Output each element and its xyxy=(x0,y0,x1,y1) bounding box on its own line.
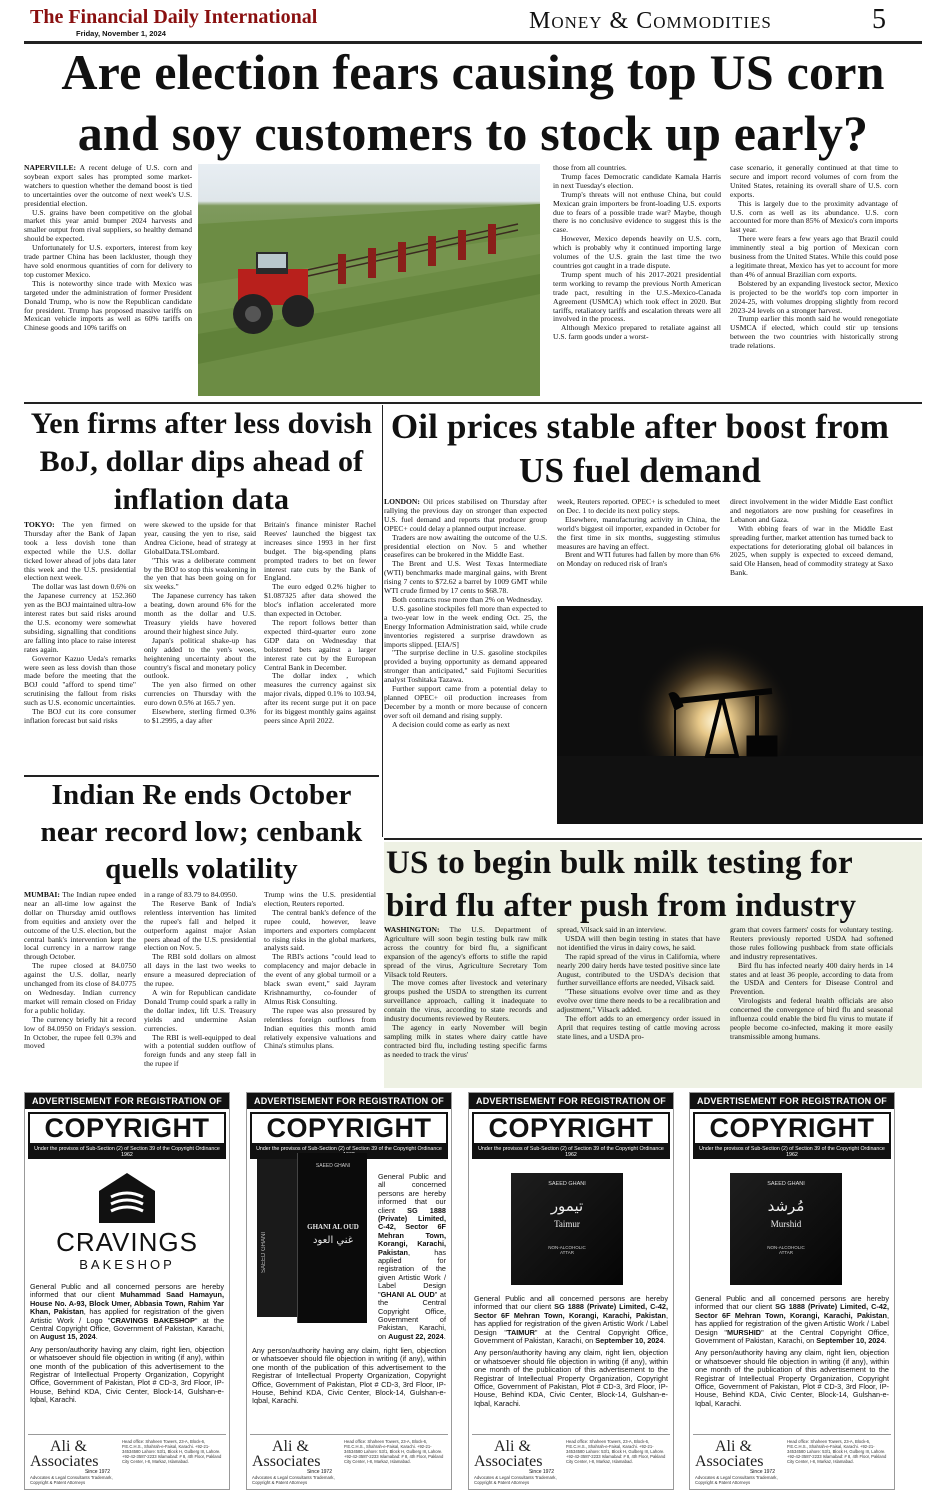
paragraph: However, Mexico depends heavily on U.S. corn, which is probably why it continued importing large volumes of the U.S. grain the last time the two countries got caught in a trade dispute. xyxy=(553,234,721,270)
paragraph: The agency in early November will begin sampling milk in states where dairy cattle have contracted bird flu, including testing specific farms as needed to track the virus' xyxy=(384,1022,547,1059)
cravings-logo-name: CRAVINGS xyxy=(56,1227,198,1257)
paragraph: The rapid spread of the virus in California, where nearly 200 dairy herds have tested positive since late August, contributed to the USDA's decision that further surveillance efforts are needed, Vilsack said. xyxy=(557,951,720,988)
lead-rule xyxy=(24,402,922,404)
page-number: 5 xyxy=(872,4,886,35)
ad-subtitle: Under the provisos of Sub-Section (2) of Section 39 of the Copyright Ordinance xyxy=(250,1145,448,1159)
paragraph: Trump earlier this month said he would renegotiate USMCA if elected, which could stir up tensions between the two countries with historically strong trade relations. xyxy=(730,314,898,351)
paragraph: The RBI is well-equipped to deal with a potential sudden outflow of foreign funds and any steep fall in the rupee if xyxy=(144,1032,256,1069)
cravings-logo xyxy=(25,1159,229,1281)
paragraph: The dollar was last down 0.6% on the Japanese currency at 152.360 yen as the BOJ maintained ultra-low interest rates but said risks around the U.S. economy were somewhat subsiding, signalling that conditions are falling into place to raise interest rates again. xyxy=(24,582,136,654)
paragraph: week, Reuters reported. OPEC+ is scheduled to meet on Dec. 1 to decide its next policy steps. xyxy=(557,498,720,515)
paragraph: General Public and all concerned persons are hereby informed that our client SG 1888 (Private) Limited, C-42, Sector 6F Mehran Town, Korangi, Karachi, Pakistan, has applied for registration of the given Artistic Work / Label Design "MURSHID" at the Central Copyright Office, Government of Pakistan, Karachi, on September 10, 2024. xyxy=(695,1294,889,1346)
paragraph: Elsewhere, manufacturing activity in China, the world's biggest oil importer, expanded in October for the first time in six months, suggesting stimulus measures are having an effect. xyxy=(557,514,720,551)
ad-taimur xyxy=(468,1092,674,1490)
firm-name-2: Associates xyxy=(30,1453,99,1470)
oil-col-1 xyxy=(384,498,547,836)
firm-since: Since 1972 xyxy=(749,1469,775,1475)
box-side-brand: SAEED GHANI xyxy=(261,1231,267,1273)
box-name: Murshid xyxy=(770,1219,802,1229)
firm-logo xyxy=(30,1439,120,1485)
cravings-logo-sub: BAKESHOP xyxy=(79,1257,175,1272)
paragraph: The rupee was also pressured by relentless foreign outflows from Indian equities this month amid relatively expensive valuations and China's stimulus plans. xyxy=(264,1005,376,1051)
box-name: Taimur xyxy=(554,1219,580,1229)
firm-footer xyxy=(28,1434,226,1486)
paragraph: Governor Kazuo Ueda's remarks were seen as less dovish than those made before the meeting that the BOJ could "afford to spend time" scrutinising the fallout from risks such as U.S. economic uncertainties. xyxy=(24,653,136,708)
paragraph: The move comes after livestock and veterinary groups pushed the USDA to strengthen its current surveillance approach, calling it inadequate to contain the virus, according to state records and industry documents reviewed by Reuters. xyxy=(384,978,547,1024)
ad-notice xyxy=(690,1293,894,1347)
paragraph: Trump spent much of his 2017-2021 presidential term working to revamp the previous North American trade pact, resulting in the U.S.-Mexico-Canada Agreement (USMCA) which took effect in 2020. But tariffs, retaliatory tariffs and escalation threats were all involved in the process. xyxy=(553,269,721,324)
ad-title: COPYRIGHT xyxy=(28,1112,226,1145)
section-name: Money & Commodities xyxy=(529,8,772,34)
ad-murshid xyxy=(689,1092,895,1490)
rupee-col-1 xyxy=(24,891,136,1086)
ad-objection: Any person/authority having any claim, right lien, objection or whatsoever should file objection in writing (if any), within one month of the publication of this advertisement to the Registrar of Intellectual Property Organization, Copyright Office, Government of Pakistan, Plot # CD-3, 3rd Floor, IP-House, Behind KDA, Civic Center, Block-14, Gulshan-e-Iqbal, Karachi. xyxy=(252,1346,446,1406)
paragraph: LONDON: Oil prices stabilised on Thursday after rallying the previous day on stronger than expected U.S. fuel demand and reports that producer group OPEC+ could delay a planned output increase. xyxy=(384,498,547,533)
paragraph: Further support came from a potential delay to planned OPEC+ oil production increases from December by a month or more because of concern over soft oil demand and rising supply. xyxy=(384,684,547,720)
ad-objection: Any person/authority having any claim, right lien, objection or whatsoever should file objection in writing (if any), within one month of the publication of this advertisement to the Registrar of Intellectual Property Organization, Copyright Office, Government of Pakistan, Plot # CD-3, 3rd Floor, IP-House, Behind KDA, Civic Center, Block-14, Gulshan-e-Iqbal, Karachi. xyxy=(695,1348,889,1408)
murshid-box-image xyxy=(690,1159,894,1293)
ad-notice xyxy=(25,1281,229,1344)
firm-name-1: Ali & xyxy=(715,1438,752,1455)
ad-banner: ADVERTISEMENT FOR REGISTRATION OF xyxy=(469,1093,673,1109)
paragraph: were skewed to the upside for that year, causing the yen to rise, said Andrea Cicione, head of strategy at GlobalData.TSLombard. xyxy=(144,521,256,556)
paragraph: WASHINGTON: The U.S. Department of Agriculture will soon begin testing bulk raw milk across the country for bird flu, a significant expansion of the agency's efforts to stifle the rapid spread of the virus, Agriculture Secretary Tom Vilsack told Reuters. xyxy=(384,926,547,979)
paragraph: A win for Republican candidate Donald Trump could spark a rally in the dollar index, lift U.S. Treasury yields and undermine Asian currencies. xyxy=(144,987,256,1033)
paragraph: "The surprise decline in U.S. gasoline stockpiles provided a buying opportunity as demand appeared stronger than anticipated," said Fujitomi Securities analyst Toshitaka Tazawa. xyxy=(384,648,547,685)
firm-name-2: Associates xyxy=(252,1453,321,1470)
box-arabic: مُرشد xyxy=(767,1197,805,1215)
paragraph: A decision could come as early as next xyxy=(392,719,510,729)
taimur-box-image xyxy=(469,1159,673,1293)
ad-subtitle: Under the provisos of Sub-Section (2) of Section 39 of the Copyright Ordinance 1962 xyxy=(693,1145,891,1159)
paragraph: The report follows better than expected third-quarter euro zone GDP data on Wednesday that bolstered bets against a larger interest rate cut by the European Central Bank in December. xyxy=(264,617,376,672)
firm-name-2: Associates xyxy=(695,1453,764,1470)
lead-col-4 xyxy=(730,164,898,396)
paragraph: gram that covers farmers' costs for voluntary testing. Reuters previously reported USDA had softened those rules following pushback from state officials and industry representatives. xyxy=(730,926,893,961)
ghani-box-image xyxy=(257,1153,367,1323)
ad-cravings xyxy=(24,1092,230,1490)
rupee-col-2 xyxy=(144,891,256,1086)
ad-notice xyxy=(373,1159,451,1345)
firm-since: Since 1972 xyxy=(528,1469,554,1475)
ad-title: COPYRIGHT xyxy=(250,1112,448,1145)
yen-headline: Yen firms after less dovish BoJ, dollar dips ahead of inflation data xyxy=(30,407,373,516)
box-brand: SAEED GHANI xyxy=(548,1181,586,1187)
ad-objection: Any person/authority having any claim, right lien, objection or whatsoever should file objection in writing (if any), within one month of the publication of this advertisement to the Registrar of Intellectual Property Organization, Copyright Office, Government of Pakistan, Plot # CD-3, 3rd Floor, IP-House, Behind KDA, Civic Center, Block-14, Gulshan-e-Iqbal, Karachi. xyxy=(30,1344,224,1405)
lead-col-1 xyxy=(24,164,192,396)
firm-offices: Head office: Shaheen Towers, 23-A, Block-6, P.E.C.H.S., Shahrah-e-Faisal, Karachi. +92-21-34534580 Lahore: 53/1, Block H, Gulberg III, Lahore. +92-42-3587-2233 Islamabad: # 8, 4th Floor, Pakland City Center, I-8, Markaz, Islamabad. xyxy=(122,1439,222,1464)
paragraph: Bird flu has infected nearly 400 dairy herds in 14 states and at least 36 people, according to data from the USDA and Centers for Disease Control and Prevention. xyxy=(730,960,893,997)
ad-objection: Any person/authority having any claim, right lien, objection or whatsoever should file objection in writing (if any), within one month of the publication of this advertisement to the Registrar of Intellectual Property Organization, Copyright Office, Government of Pakistan, Plot # CD-3, 3rd Floor, IP-House, Behind KDA, Civic Center, Block-14, Gulshan-e-Iqbal, Karachi. xyxy=(474,1348,668,1408)
firm-tag: Advocates & Legal Consultants Trademark, Copyright & Patent Attorneys xyxy=(695,1475,778,1485)
house-icon xyxy=(97,1171,157,1225)
firm-logo xyxy=(474,1439,564,1485)
paragraph: Virologists and federal health officials are also concerned the convergence of bird flu and seasonal influenza could enable the bird flu virus to mutate if people become co-infected, making it more easily transmissible among humans. xyxy=(730,996,893,1041)
oil-col-3 xyxy=(730,498,893,602)
yen-col-3 xyxy=(264,521,376,771)
paragraph: Britain's finance minister Rachel Reeves' launched the biggest tax increases since 1993 in her first budget. The big-spending plans prompted traders to bet on fewer interest rate cuts by the Bank of England. xyxy=(264,521,376,583)
firm-since: Since 1972 xyxy=(306,1469,332,1475)
rupee-headline: Indian Re ends October near record low; cenbank quells volatility xyxy=(40,779,363,885)
paragraph: The rupee closed at 84.0750 against the U.S. dollar, nearly unchanged from its close of 84.0775 on Wednesday. Indian currency market will remain closed on Friday for a public holiday. xyxy=(24,961,136,1015)
paragraph: The yen also firmed on other currencies on Thursday with the euro down 0.5% at 165.7 yen. xyxy=(144,680,256,708)
paragraph: Traders are now awaiting the outcome of the U.S. presidential election on Nov. 5 and whether ceasefires can be brokered in the Middle East. xyxy=(384,532,547,560)
paragraph: U.S. gasoline stockpiles fell more than expected to a two-year low in the week ending Oct. 25, the Energy Information Administration said, while crude inventories registered a surprise drawdown as imports slipped. [EIA/S] xyxy=(384,603,547,649)
paragraph: This is largely due to the proximity advantage of U.S. corn as well as its abundance. U.S. corn accounted for more than 85% of Mexico's corn imports last year. xyxy=(730,198,898,235)
paragraph: The dollar index , which measures the currency against six major rivals, dipped 0.1% to 103.94, after its recent surge put it on pace for its biggest monthly gains against peers since April 2022. xyxy=(264,671,376,725)
oil-photo-pumpjack xyxy=(557,606,923,824)
firm-logo xyxy=(252,1439,342,1485)
ad-ghani-al-oud xyxy=(246,1092,452,1490)
paragraph: case scenario, it generally continued at that time to secure and import record volumes of corn from the United States, retaining its overall share of U.S. corn exports. xyxy=(730,164,898,199)
paragraph: in a range of 83.79 to 84.0950. xyxy=(144,891,238,899)
paragraph: "This was a deliberate comment by the BOJ to stop this weakening in the yen that has been going on for six weeks." xyxy=(144,555,256,592)
firm-offices: Head office: Shaheen Towers, 23-A, Block-6, P.E.C.H.S., Shahrah-e-Faisal, Karachi. +92-21-34534580 Lahore: 53/1, Block H, Gulberg III, Lahore. +92-42-3587-2233 Islamabad: # 8, 4th Floor, Pakland City Center, I-8, Markaz, Islamabad. xyxy=(787,1439,887,1464)
firm-footer xyxy=(472,1434,670,1486)
paragraph: Trump's threats will not enthuse China, but could Mexican grain importers be front-loading U.S. exports due to fears of a possible trade war? Maybe, though there is no conclusive evidence to suggest this is the case. xyxy=(553,189,721,235)
paragraph: The euro edged 0.2% higher to $1.087325 after data showed the bloc's inflation accelerated more than expected in October. xyxy=(264,582,376,619)
yen-col-1 xyxy=(24,521,136,771)
paragraph: TOKYO: The yen firmed on Thursday after the Bank of Japan took a less dovish tone than expected while the U.S. dollar ticked lower ahead of jobs data later this week and the U.S. presidential election next week. xyxy=(24,521,136,583)
paragraph: The RBI sold dollars on almost all days in the last two weeks to ensure a measured depreciation of the rupee. xyxy=(144,952,256,989)
lead-photo-tractor xyxy=(198,164,540,396)
ad-banner: ADVERTISEMENT FOR REGISTRATION OF xyxy=(25,1093,229,1109)
firm-offices: Head office: Shaheen Towers, 23-A, Block-6, P.E.C.H.S., Shahrah-e-Faisal, Karachi. +92-21-34534580 Lahore: 53/1, Block H, Gulberg III, Lahore. +92-42-3587-2233 Islamabad: # 8, 4th Floor, Pakland City Center, I-8, Markaz, Islamabad. xyxy=(566,1439,666,1464)
milk-col-1 xyxy=(384,926,547,1086)
ad-banner: ADVERTISEMENT FOR REGISTRATION OF xyxy=(690,1093,894,1109)
firm-name-1: Ali & xyxy=(50,1438,87,1455)
lead-headline-line1: Are election fears causing top US corn xyxy=(61,44,885,100)
paragraph: direct involvement in the wider Middle East conflict and negotiators are now pushing for ceasefires in Lebanon and Gaza. xyxy=(730,498,893,524)
firm-since: Since 1972 xyxy=(84,1469,110,1475)
paragraph: The central bank's defence of the rupee could, however, leave importers and exporters complacent to rising risks in the global markets, analysts said. xyxy=(264,907,376,953)
oil-headline: Oil prices stable after boost from US fuel demand xyxy=(390,407,890,490)
paragraph: There were fears a few years ago that Brazil could imminently steal a big portion of Mexican corn business from the United States. While this could pose a legitimate threat, Mexico has yet to account for more than 4% of annual Brazilian corn exports. xyxy=(730,234,898,279)
firm-name-1: Ali & xyxy=(272,1438,309,1455)
milk-headline: US to begin bulk milk testing for bird flu after push from industry xyxy=(386,845,857,924)
paragraph: USDA will then begin testing in states that have not identified the virus in dairy cows, he said. xyxy=(557,933,720,952)
paragraph: The currency briefly hit a record low of 84.0950 on Friday's session. In October, the rupee fell 0.3% and moved xyxy=(24,1014,136,1051)
paragraph: With ebbing fears of war in the Middle East spreading further, market attention has turned back to expectations for deteriorating global oil balances in 2025, when supply is expected to exceed demand, said Ole Hansen, head of commodity strategy at Saxo Bank. xyxy=(730,523,893,578)
paragraph: General Public and all concerned persons are hereby informed that our client Muhammad Saad Hamayun, House No. A-93, Block Umer, Abbasia Town, Rahim Yar Khan, Pakistan, has applied for registration of the given Artistic Work / Logo "CRAVINGS BAKESHOP" at the Central Copyright Office, Government of Pakistan, Karachi, on August 15, 2024. xyxy=(30,1282,225,1342)
ad-subtitle: Under the provisos of Sub-Section (2) of Section 39 of the Copyright Ordinance 1962 xyxy=(472,1145,670,1159)
box-brand: SAEED GHANI xyxy=(767,1181,805,1187)
ad-title: COPYRIGHT xyxy=(693,1112,891,1145)
firm-logo xyxy=(695,1439,785,1485)
yen-col-2 xyxy=(144,521,256,771)
paper-name: The Financial Daily International xyxy=(30,6,318,28)
paragraph: Brent and WTI futures had fallen by more than 6% on Monday on reduced risk of Iran's xyxy=(557,550,720,569)
milk-col-3 xyxy=(730,926,893,1086)
paragraph: Although Mexico prepared to retaliate against all U.S. farm goods under a worst- xyxy=(553,323,721,342)
paragraph: Japan's political shake-up has only added to the yen's woes, heightening uncertainty about the country's fiscal and monetary policy outlook. xyxy=(144,635,256,681)
ad-subtitle: Under the provisos of Sub-Section (2) of Section 39 of the Copyright Ordinance 1962 xyxy=(28,1145,226,1159)
paragraph: Unfortunately for U.S. exporters, interest from key trade partner China has been lackluster, though they have sold enormous quantities of corn for delivery to top customer Mexico. xyxy=(24,243,192,279)
oil-col-2 xyxy=(557,498,720,602)
firm-name-1: Ali & xyxy=(494,1438,531,1455)
paragraph: The Reserve Bank of India's relentless intervention has limited the rupee's fall and helped it outperform against major Asian peers ahead of the U.S. presidential election on Nov. 5. xyxy=(144,898,256,953)
ad-notice xyxy=(469,1293,673,1347)
paragraph: Bolstered by an expanding livestock sector, Mexico is projected to be the world's top corn importer in 2024-25, with volumes dropping slightly from record 2023-24 levels on a stronger harvest. xyxy=(730,278,898,315)
box-arabic: تیمور xyxy=(550,1197,584,1215)
paragraph: The Japanese currency has taken a beating, down around 6% for the month as the dollar and U.S. Treasury yields have hovered around their highest since July. xyxy=(144,591,256,636)
milk-col-2 xyxy=(557,926,720,1086)
firm-offices: Head office: Shaheen Towers, 23-A, Block-6, P.E.C.H.S., Shahrah-e-Faisal, Karachi. +92-21-34534580 Lahore: 53/1, Block H, Gulberg III, Lahore. +92-42-3587-2233 Islamabad: # 8, 4th Floor, Pakland City Center, I-8, Markaz, Islamabad. xyxy=(344,1439,444,1464)
firm-tag: Advocates & Legal Consultants Trademark, Copyright & Patent Attorneys xyxy=(252,1475,335,1485)
ad-banner: ADVERTISEMENT FOR REGISTRATION OF xyxy=(247,1093,451,1109)
box-type: NON-ALCOHOLIC ATTAR xyxy=(548,1245,586,1255)
firm-tag: Advocates & Legal Consultants Trademark, Copyright & Patent Attorneys xyxy=(474,1475,557,1485)
lead-headline-line2: and soy customers to stock up early? xyxy=(77,105,869,161)
paragraph: Trump faces Democratic candidate Kamala Harris in next Tuesday's election. xyxy=(553,171,721,190)
box-brand: SAEED GHANI xyxy=(315,1163,351,1169)
paragraph: General Public and all concerned persons are hereby informed that our client SG 1888 (Private) Limited, C-42, Sector 6F Mehran Town, Korangi, Karachi, Pakistan, has applied for registration of the given Artistic Work / Label Design "GHANI AL OUD" at the Central Copyright Office, Government of Pakistan, Karachi, on August 22, 2024. xyxy=(378,1172,446,1341)
firm-footer xyxy=(250,1434,448,1486)
box-arabic: غني العود xyxy=(312,1235,354,1246)
paragraph: Elsewhere, sterling firmed 0.3% to $1.2995, a day after xyxy=(144,707,256,725)
issue-date: Friday, November 1, 2024 xyxy=(76,29,166,38)
ad-title: COPYRIGHT xyxy=(472,1112,670,1145)
paragraph: The Brent and U.S. West Texas Intermediate (WTI) benchmarks made marginal gains, with Brent rising 7 cents to $72.62 a barrel by 1009 GMT while WTI crude firmed by 17 cents to $68.78. xyxy=(384,559,547,596)
paragraph: General Public and all concerned persons are hereby informed that our client SG 1888 (Private) Limited, C-42, Sector 6F Mehran Town, Korangi, Karachi, Pakistan, has applied for registration of the given Artistic Work / Label Design "TAIMUR" at the Central Copyright Office, Government of Pakistan, Karachi, on September 10, 2024. xyxy=(474,1294,668,1346)
firm-footer xyxy=(693,1434,891,1486)
paragraph: Trump wins the U.S. presidential election, Reuters reported. xyxy=(264,891,376,908)
lead-col-3 xyxy=(553,164,721,396)
paragraph: those from all countries. xyxy=(553,164,627,172)
firm-tag: Advocates & Legal Consultants Trademark, Copyright & Patent Attorneys xyxy=(30,1475,113,1485)
oil-rule xyxy=(384,838,922,840)
box-name: GHANI AL OUD xyxy=(307,1223,359,1231)
paragraph: U.S. grains have been competitive on the global market this year amid bumper 2024 harvests and smaller output from rival suppliers, so healthy demand should be expected. xyxy=(24,207,192,244)
paragraph: "These situations evolve over time and as they evolve over time there needs to be a recalibration and adjustment," Vilsack added. xyxy=(557,987,720,1015)
box-type: NON-ALCOHOLIC ATTAR xyxy=(767,1245,805,1255)
paragraph: Both contracts rose more than 2% on Wednesday. xyxy=(392,594,543,604)
rupee-col-3 xyxy=(264,891,376,1086)
firm-name-2: Associates xyxy=(474,1453,543,1470)
paragraph: The effort adds to an emergency order issued in April that requires testing of cattle moving across state lines, and a USDA pro- xyxy=(557,1014,720,1041)
paragraph: NAPERVILLE: A recent deluge of U.S. corn and soybean export sales has prompted some market-watchers to question whether the demand boost is tied to uncertainties over the outcome of next week's U.S. presidential election. xyxy=(24,164,192,208)
paragraph: This is noteworthy since trade with Mexico was targeted under the administration of former President Donald Trump, who is now the Republican candidate for president. Trump has proposed massive tariffs on Mexican vehicle imports as well as 60% tariffs on Chinese goods and 10% tariffs on xyxy=(24,278,192,333)
paragraph: The BOJ cut its core consumer inflation forecast but said risks xyxy=(24,707,136,725)
paragraph: MUMBAI: The Indian rupee ended near an all-time low against the dollar on Thursday amid outflows from equities and anxiety over the outcome of the U.S. election, but the central bank's intervention kept the local currency in a narrow range through October. xyxy=(24,891,136,962)
paragraph: spread, Vilsack said in an interview. xyxy=(557,926,667,934)
masthead xyxy=(24,4,922,42)
vertical-rule xyxy=(382,405,383,837)
paragraph: The RBI's actions "could lead to complacency and major debacle in the event of any global turmoil or a black swan event," said Jayram Krishnamurthy, co-founder of Almus Risk Consulting. xyxy=(264,952,376,1006)
